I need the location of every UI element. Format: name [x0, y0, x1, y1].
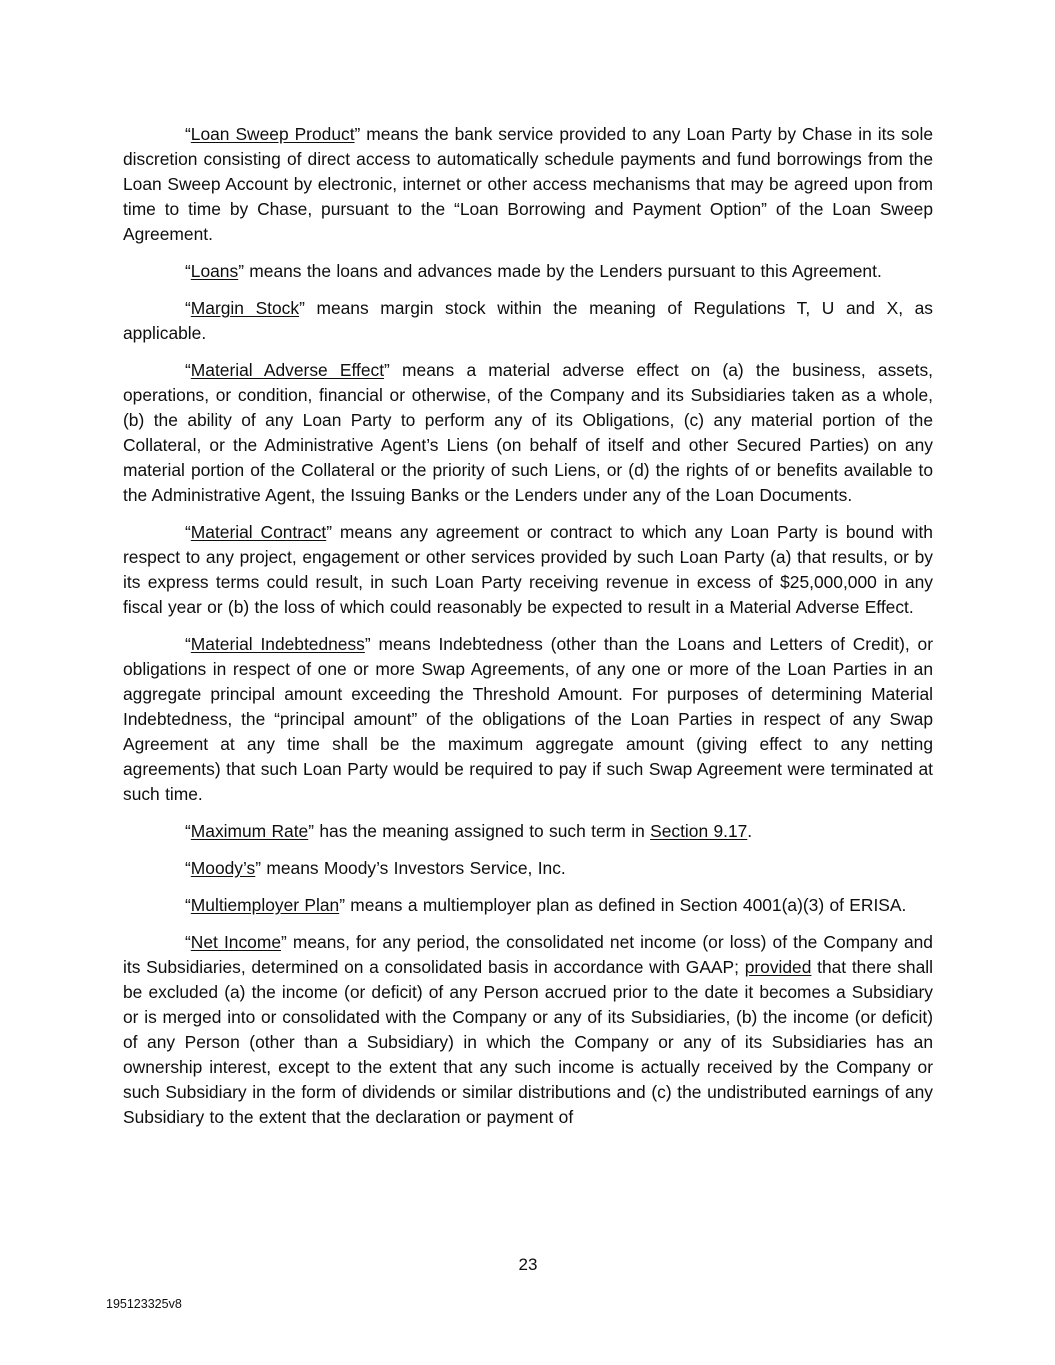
body-text: ” means a material adverse effect on (a) the business, assets, operations, or condition, financial or otherwise, of the Company and its Subsidiaries taken as a whole, (b) the ability of any Loan Party to perform any of its Obligations, (c) any material portion of the Collateral, or the Administrative Agent’s Liens (on behalf of itself and other Secured Parties) on any material portion of the Collateral or the priority of such Liens, or (d) the rights of or benefits available to the Administrative Agent, the Issuing Banks or the Lenders under any of the Loan Documents. — [123, 360, 933, 505]
paragraph-margin-stock — [123, 296, 933, 346]
body-text: “ — [185, 821, 191, 841]
body-text: “ — [185, 932, 191, 952]
body-text: ” means Indebtedness (other than the Loans and Letters of Credit), or obligations in respect of one or more Swap Agreements, of any one or more of the Loan Parties in an aggregate principal amount exceeding the Threshold Amount. For purposes of determining Material Indebtedness, the “principal amount” of the obligations of the Loan Parties in respect of any Swap Agreement at any time shall be the maximum aggregate amount (giving effect to any netting agreements) that such Loan Party would be required to pay if such Swap Agreement were terminated at such time. — [123, 634, 933, 804]
body-text: ” means a multiemployer plan as defined in Section 4001(a)(3) of ERISA. — [339, 895, 907, 915]
body-text: “ — [185, 298, 191, 318]
paragraph-loan-sweep-product — [123, 122, 933, 247]
paragraph-material-contract — [123, 520, 933, 620]
body-text: “ — [185, 124, 191, 144]
body-text: . — [747, 821, 753, 841]
defined-term: provided — [744, 957, 812, 977]
paragraph-loans — [123, 259, 933, 284]
body-text: “ — [185, 261, 191, 281]
defined-term: Margin Stock — [190, 298, 300, 318]
body-text: ” means the loans and advances made by the Lenders pursuant to this Agreement. — [238, 261, 882, 281]
page-number: 23 — [518, 1255, 538, 1274]
document-id-stamp: 195123325v8 — [106, 1297, 182, 1311]
paragraph-maximum-rate — [123, 819, 933, 844]
defined-term: Material Contract — [190, 522, 327, 542]
defined-term: Material Adverse Effect — [190, 360, 385, 380]
body-text: “ — [185, 895, 191, 915]
defined-term: Loan Sweep Product — [190, 124, 355, 144]
defined-term: Section 9.17 — [650, 821, 748, 841]
paragraph-moodys — [123, 856, 933, 881]
defined-term: Net Income — [190, 932, 281, 952]
paragraphs — [123, 122, 933, 1142]
defined-term: Maximum Rate — [190, 821, 309, 841]
defined-term: Material Indebtedness — [190, 634, 365, 654]
body-text: ” means any agreement or contract to which any Loan Party is bound with respect to any project, engagement or other services provided by such Loan Party (a) that results, or by its express terms could result, in such Loan Party receiving revenue in excess of $25,000,000 in any fiscal year or (b) the loss of which could reasonably be expected to result in a Material Adverse Effect. — [123, 522, 933, 617]
body-text: “ — [185, 858, 191, 878]
body-text: ” has the meaning assigned to such term in — [308, 821, 651, 841]
paragraph-material-adverse-effect — [123, 358, 933, 508]
body-text: ” means the bank service provided to any Loan Party by Chase in its sole discretion consisting of direct access to automatically schedule payments and fund borrowings from the Loan Sweep Account by electronic, internet or other access mechanisms that may be agreed upon from time to time by Chase, pursuant to the “Loan Borrowing and Payment Option” of the Loan Sweep Agreement. — [123, 124, 933, 244]
defined-term: Loans — [190, 261, 239, 281]
body-text: ” means margin stock within the meaning of Regulations T, U and X, as applicable. — [123, 298, 934, 343]
body-text: ” means Moody’s Investors Service, Inc. — [255, 858, 566, 878]
defined-term: Moody’s — [190, 858, 256, 878]
body-text: ” means, for any period, the consolidated net income (or loss) of the Company and its Subsidiaries, determined on a consolidated basis in accordance with GAAP; — [123, 932, 933, 977]
paragraph-net-income — [123, 930, 933, 1130]
body-text: “ — [185, 360, 191, 380]
body-text: “ — [185, 522, 191, 542]
paragraph-material-indebtedness — [123, 632, 933, 807]
paragraph-multiemployer-plan — [123, 893, 933, 918]
body-text: that there shall be excluded (a) the income (or deficit) of any Person accrued prior to the date it becomes a Subsidiary or is merged into or consolidated with the Company or any of its Subsidiaries, (b) the income (or deficit) of any Person (other than a Subsidiary) in which the Company or any of its Subsidiaries has an ownership interest, except to the extent that any such income is actually received by the Company or such Subsidiary in the form of dividends or similar distributions and (c) the undistributed earnings of any Subsidiary to the extent that the declaration or payment of — [123, 957, 933, 1127]
body-text: “ — [185, 634, 191, 654]
defined-term: Multiemployer Plan — [190, 895, 340, 915]
